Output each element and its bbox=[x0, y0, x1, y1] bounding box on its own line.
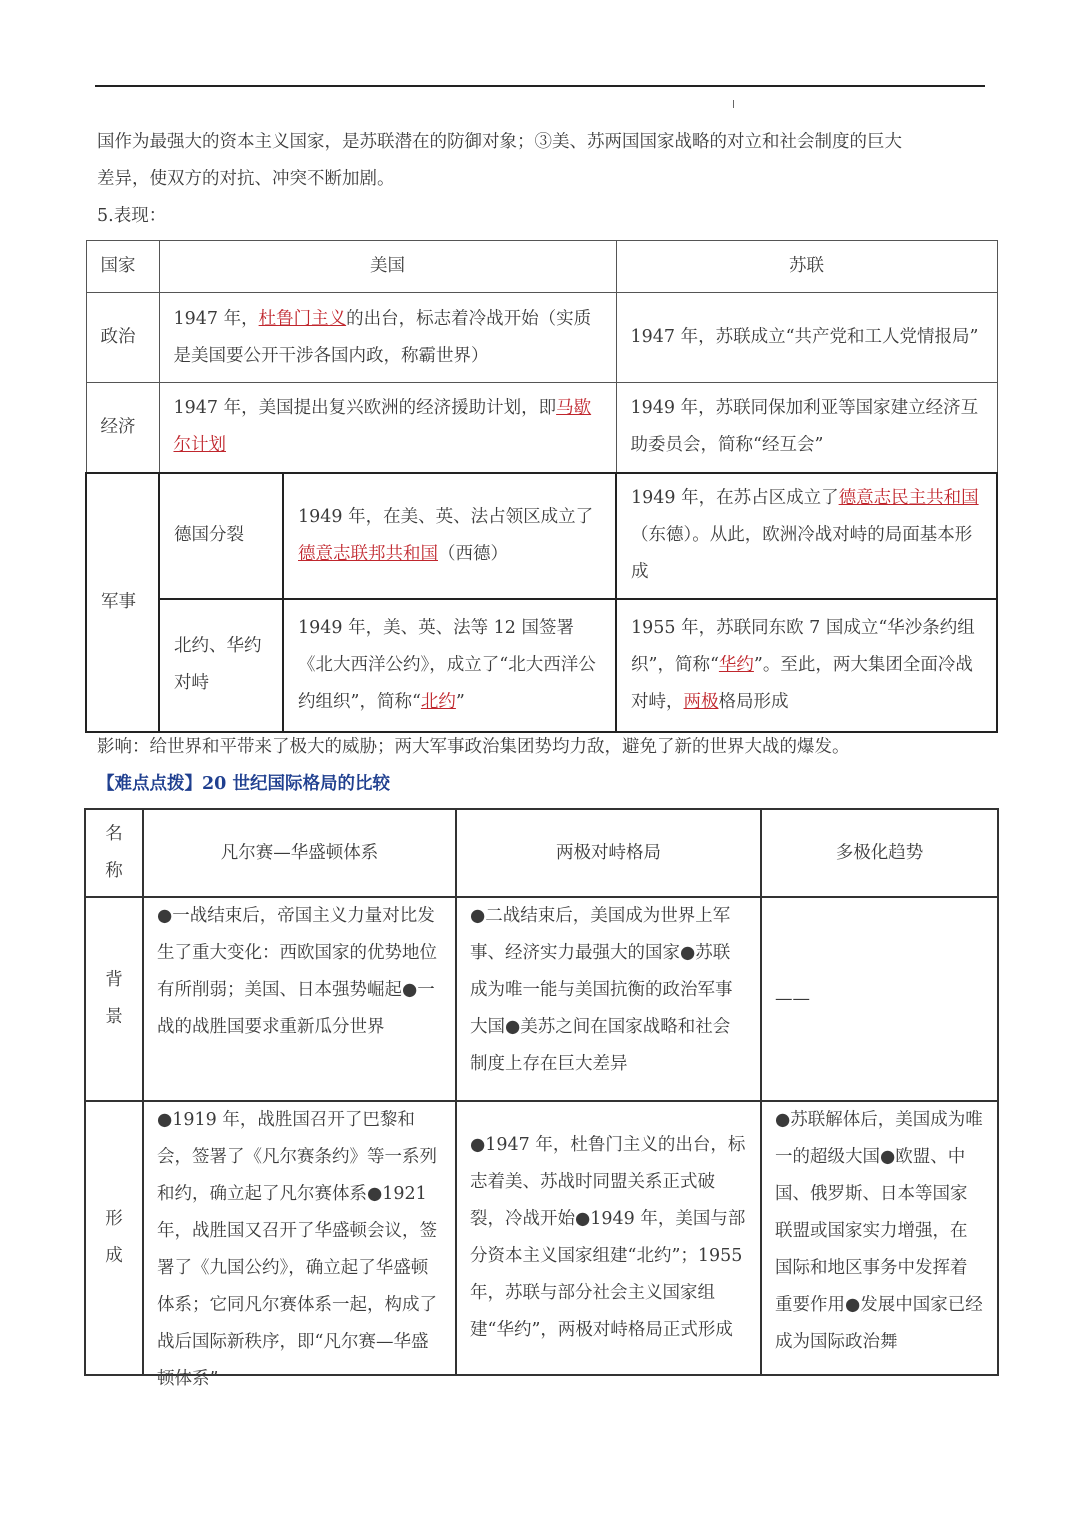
keyword-bipolar: 两极 bbox=[683, 691, 719, 712]
keyword-nato: 北约 bbox=[420, 691, 456, 712]
cell-military-germany-usa bbox=[283, 473, 616, 599]
text-segment: 1947 年，美国提出复兴欧洲的经济援助计划，即 bbox=[173, 398, 557, 419]
text-segment: 1947 年， bbox=[173, 308, 259, 329]
keyword-truman-doctrine: 杜鲁门主义 bbox=[258, 308, 347, 329]
header-name-char-2: 称 bbox=[105, 861, 123, 881]
text-segment: 1955 年，苏联同东欧 7 国成立“华沙条约组织”，简称“ bbox=[631, 617, 975, 675]
keyword-warsaw-pact: 华约 bbox=[718, 654, 754, 675]
row-label-politics: 政治 bbox=[86, 293, 159, 383]
label-char-2: 成 bbox=[105, 1246, 123, 1266]
table-row bbox=[86, 293, 997, 383]
text-segment: 1949 年，美、英、法等 12 国签署《北大西洋公约》，成立了“北大西洋公约组织”，简称“ bbox=[298, 617, 596, 712]
row-label-formation bbox=[85, 1101, 143, 1375]
label-char-2: 景 bbox=[105, 1007, 123, 1027]
cell-background-versailles: ●一战结束后，帝国主义力量对比发生了重大变化：西欧国家的优势地位有所削弱；美国、日本强势崛起●一战的战胜国要求重新瓜分世界 bbox=[143, 897, 456, 1101]
header-multipolar: 多极化趋势 bbox=[761, 809, 998, 897]
header-usa: 美国 bbox=[159, 241, 616, 293]
text-segment: ”。至此，两大集团全面冷战对峙， bbox=[631, 654, 973, 712]
sub-label-germany-division: 德国分裂 bbox=[159, 473, 283, 599]
table-row bbox=[85, 1101, 998, 1375]
world-pattern-comparison-table bbox=[84, 808, 999, 1389]
cell-background-multipolar: —— bbox=[761, 897, 998, 1101]
table-row bbox=[85, 897, 998, 1101]
text-segment: （西德） bbox=[438, 543, 508, 564]
text-segment: 的出台，标志着冷战开始（实质是美国要公开干涉各国内政，称霸世界） bbox=[173, 308, 592, 366]
keyword-marshall-plan: 马歇尔计划 bbox=[173, 398, 592, 456]
row-label-military: 军事 bbox=[86, 473, 159, 732]
cell-military-germany-ussr bbox=[616, 473, 997, 599]
row-label-economy: 经济 bbox=[86, 383, 159, 473]
header-rule bbox=[95, 85, 985, 87]
cell-economy-usa bbox=[159, 383, 616, 473]
intro-text bbox=[97, 124, 987, 235]
header-name bbox=[85, 809, 143, 897]
cell-text: ●苏联解体后，美国成为唯一的超级大国●欧盟、中国、俄罗斯、日本等国家联盟或国家实力增强，在国际和地区事务中发挥着重要作用●发展中国家已经成为国际政治舞 bbox=[775, 1110, 983, 1352]
cell-politics-usa bbox=[159, 293, 616, 383]
cell-economy-ussr: 1949 年，苏联同保加利亚等国家建立经济互助委员会，简称“经互会” bbox=[616, 383, 997, 473]
keyword-frg: 德意志联邦共和国 bbox=[298, 543, 438, 564]
cell-formation-multipolar bbox=[761, 1101, 998, 1375]
sub-label-nato-warsaw: 北约、华约对峙 bbox=[159, 599, 283, 732]
table-row bbox=[86, 473, 997, 599]
intro-line-2: 差异，使双方的对抗、冲突不断加剧。 bbox=[97, 169, 395, 189]
header-country: 国家 bbox=[86, 241, 159, 293]
cell-formation-bipolar: ●1947 年，杜鲁门主义的出台，标志着美、苏战时同盟关系正式破裂，冷战开始●1949 年，美国与部分资本主义国家组建“北约”；1955 年，苏联与部分社会主义国家组建“华约”，两极对峙格局正式形成 bbox=[456, 1101, 761, 1375]
cold-war-manifestation-table bbox=[85, 240, 998, 733]
text-segment: 1949 年，在美、英、法占领区成立了 bbox=[298, 506, 594, 527]
header-tick-mark bbox=[733, 100, 734, 108]
cell-military-warsaw-ussr bbox=[616, 599, 997, 732]
table-row bbox=[86, 383, 997, 473]
header-ussr: 苏联 bbox=[616, 241, 997, 293]
label-char-1: 背 bbox=[105, 970, 123, 990]
text-segment: 格局形成 bbox=[718, 691, 789, 712]
keyword-gdr: 德意志民主共和国 bbox=[838, 488, 979, 508]
header-bipolar: 两极对峙格局 bbox=[456, 809, 761, 897]
intro-line-1: 国作为最强大的资本主义国家，是苏联潜在的防御对象；③美、苏两国国家战略的对立和社会制度的巨大 bbox=[97, 132, 902, 152]
table-row bbox=[86, 599, 997, 732]
row-label-background bbox=[85, 897, 143, 1101]
cell-politics-ussr: 1947 年，苏联成立“共产党和工人党情报局” bbox=[616, 293, 997, 383]
intro-line-3: 5.表现： bbox=[97, 206, 167, 226]
text-segment: ” bbox=[455, 691, 465, 712]
header-name-char-1: 名 bbox=[105, 824, 123, 844]
influence-text: 影响：给世界和平带来了极大的威胁；两大军事政治集团势均力敌，避免了新的世界大战的爆发。 bbox=[97, 737, 850, 757]
cell-background-bipolar: ●二战结束后，美国成为世界上军事、经济实力最强大的国家●苏联成为唯一能与美国抗衡的政治军事大国●美苏之间在国家战略和社会制度上存在巨大差异 bbox=[456, 897, 761, 1101]
header-versailles-washington: 凡尔赛—华盛顿体系 bbox=[143, 809, 456, 897]
text-segment: 1949 年，在苏占区成立了 bbox=[631, 488, 839, 508]
cell-text: ●1919 年，战胜国召开了巴黎和会，签署了《凡尔赛条约》等一系列和约，确立起了凡尔赛体系●1921 年，战胜国又召开了华盛顿会议，签署了《九国公约》，确立起了华盛顿体系；它同凡尔赛体系一起，构成了战后国际新秩序，即“凡尔赛—华盛顿体系” bbox=[157, 1110, 437, 1389]
section-heading: 【难点点拨】20 世纪国际格局的比较 bbox=[97, 774, 390, 794]
cell-formation-versailles bbox=[143, 1101, 456, 1389]
text-segment: （东德）。从此，欧洲冷战对峙的局面基本形成 bbox=[631, 525, 973, 582]
table-row bbox=[86, 241, 997, 293]
label-char-1: 形 bbox=[105, 1209, 123, 1229]
table-row bbox=[85, 809, 998, 897]
cell-military-nato-usa bbox=[283, 599, 616, 732]
